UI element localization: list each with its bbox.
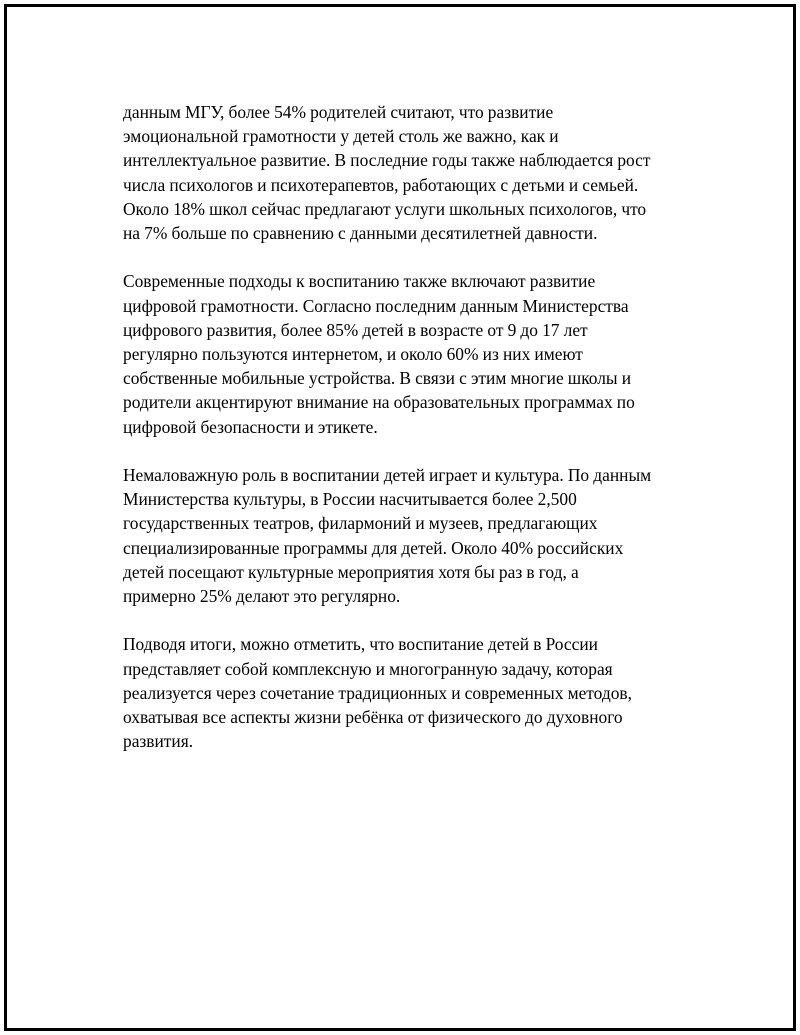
- paragraph-1: [123, 100, 693, 245]
- text-line: специализированные программы для детей. Около 40% российских: [123, 537, 624, 558]
- text-line: цифровой грамотности. Согласно последним данным Министерства: [123, 295, 629, 316]
- text-line: собственные мобильные устройства. В связи с этим многие школы и: [123, 368, 632, 389]
- text-line: развития.: [123, 731, 194, 752]
- document-body: [123, 100, 693, 778]
- text-line: реализуется через сочетание традиционных и современных методов,: [123, 682, 632, 703]
- text-line: примерно 25% делают это регулярно.: [123, 586, 401, 607]
- paragraph-2: [123, 269, 693, 438]
- text-line: родители акцентируют внимание на образовательных программах по: [123, 392, 635, 413]
- text-line: детей посещают культурные мероприятия хотя бы раз в год, а: [123, 561, 579, 582]
- text-line: государственных театров, филармоний и музеев, предлагающих: [123, 513, 598, 534]
- paragraph-4: [123, 632, 693, 753]
- text-line: Современные подходы к воспитанию также включают развитие: [123, 271, 596, 292]
- text-line: данным МГУ, более 54% родителей считают, что развитие: [123, 102, 554, 122]
- text-line: представляет собой комплексную и многогранную задачу, которая: [123, 658, 613, 679]
- text-line: регулярно пользуются интернетом, и около 60% из них имеют: [123, 344, 583, 365]
- text-line: числа психологов и психотерапевтов, работающих с детьми и семьей.: [123, 174, 639, 195]
- text-line: Около 18% школ сейчас предлагают услуги школьных психологов, что: [123, 198, 647, 219]
- text-line: Министерства культуры, в России насчитывается более 2,500: [123, 489, 577, 510]
- paragraph-3: [123, 463, 693, 608]
- text-line: Немаловажную роль в воспитании детей играет и культура. По данным: [123, 465, 652, 486]
- text-line: охватывая все аспекты жизни ребёнка от физического до духовного: [123, 707, 623, 728]
- page-frame: [4, 4, 796, 1031]
- text-line: на 7% больше по сравнению с данными десятилетней давности.: [123, 223, 598, 244]
- text-line: цифровой безопасности и этикете.: [123, 416, 378, 437]
- text-line: цифрового развития, более 85% детей в возрасте от 9 до 17 лет: [123, 319, 588, 340]
- text-line: интеллектуальное развитие. В последние годы также наблюдается рост: [123, 150, 651, 171]
- text-line: Подводя итоги, можно отметить, что воспитание детей в России: [123, 634, 598, 655]
- text-line: эмоциональной грамотности у детей столь же важно, как и: [123, 126, 559, 147]
